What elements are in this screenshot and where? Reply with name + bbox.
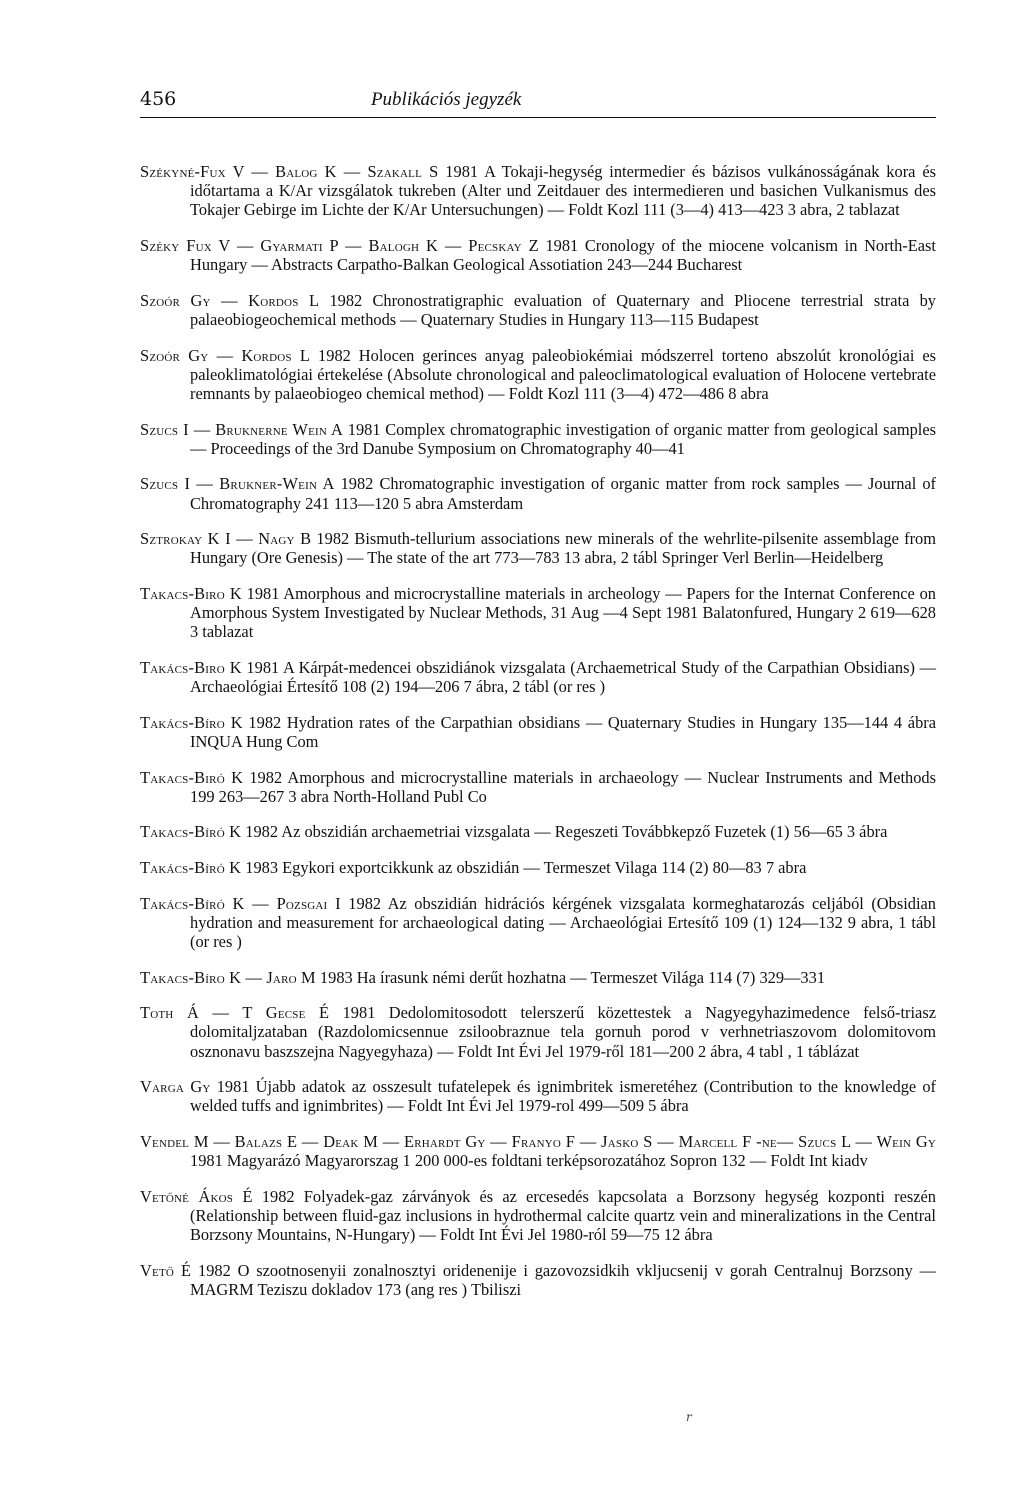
reference-text: 1982 O szootnosenyii zonalnosztyi oridenenije i gazovozsidkih vkljucsenij v gorah Centralnuj Borzsony — MAGRM Teziszu dokladov 173 (ang res ) Tbiliszi — [190, 1260, 937, 1299]
reference-entry — [140, 346, 936, 404]
reference-text: 1982 Hydration rates of the Carpathian obsidians — Quaternary Studies in Hungary 135—144 4 ábra INQUA Hung Com — [190, 712, 936, 751]
document-page — [140, 88, 936, 1305]
reference-text: 1982 Az obszidián archaemetriai vizsgalata — Regeszeti Továbbkepző Fuzetek (1) 56—65 3 ábra — [241, 822, 888, 842]
reference-authors: Vető É — [140, 1260, 192, 1280]
reference-authors: Takács-Bíro K — [140, 712, 243, 732]
page-header — [140, 88, 936, 118]
reference-authors: Takács-Biro K — [140, 657, 242, 677]
reference-entry — [140, 584, 936, 642]
reference-text: 1982 Folyadek-gaz zárványok és az ercesedés kapcsolata a Borzsony hegység kozponti reszén (Relationship between fluid-gaz inclusions in hydrothermal calcite quartz vein and mineralizations in the Central Borzsony Mountains, N-Hungary) — Foldt Int Évi Jel 1980-ról 59—75 12 ábra — [190, 1186, 936, 1245]
reference-entry — [140, 968, 936, 987]
page-number: 456 — [140, 88, 177, 110]
reference-authors: Széky Fux V — Gyarmati P — Balogh K — Pecskay Z — [140, 236, 539, 255]
reference-authors: Sztrokay K I — Nagy B — [140, 529, 312, 549]
reference-entry — [140, 713, 936, 751]
reference-authors: Vendel M — Balazs E — Deak M — Erhardt Gy — Franyo F — Jasko S — Marcell F -ne— Szucs L — Wein Gy — [140, 1131, 936, 1151]
reference-entry — [140, 291, 936, 329]
reference-entry — [140, 529, 936, 567]
reference-text: 1983 Ha írasunk némi derűt hozhatna — Termeszet Világa 114 (7) 329—331 — [315, 967, 826, 987]
reference-text: 1981 Magyarázó Magyarorszag 1 200 000-es foldtani terképsorozatához Sopron 132 — Foldt Int kiadv — [190, 1151, 868, 1171]
reference-text: 1982 Amorphous and microcrystalline materials in archaeology — Nuclear Instruments and Methods 199 263—267 3 abra North-Holland Publ Co — [190, 767, 936, 806]
reference-entry — [140, 420, 936, 458]
reference-authors: Szucs I — Bruknerne Wein A — [140, 419, 344, 439]
reference-text: 1982 Bismuth-tellurium associations new minerals of the wehrlite-pilsenite assemblage from Hungary (Ore Genesis) — The state of the art 773—783 13 abra, 2 tábl Springer Verl Berlin—Heidelberg — [190, 529, 936, 568]
reference-entry — [140, 894, 936, 952]
reference-text: 1982 Chromatographic investigation of organic matter from rock samples — Journal of Chromatography 241 113—120 5 abra Amsterdam — [190, 474, 936, 513]
reference-entry — [140, 1261, 936, 1299]
stray-mark: r — [686, 1410, 692, 1424]
reference-authors: Takács-Bíró K — Pozsgai I — [140, 893, 341, 913]
reference-text: 1981 A Tokaji-hegység intermedier és bázisos vulkánosságának kora és időtartama a K/Ar vizsgálatok tukreben (Alter und Zeitdauer des intermedieren und basichen Vulkanismus des Tokajer Gebirge im Lichte der K/Ar Untersuchungen) — Foldt Kozl 111 (3—4) 413—423 3 abra, 2 tablazat — [190, 162, 936, 220]
reference-authors: Szoór Gy — Kordos L — [140, 290, 320, 310]
reference-entry — [140, 162, 936, 220]
reference-text: 1981 Cronology of the miocene volcanism in North-East Hungary — Abstracts Carpatho-Balkan Geological Assotiation 243—244 Bucharest — [190, 236, 936, 275]
reference-text: 1982 Chronostratigraphic evaluation of Quaternary and Pliocene terrestrial strata by palaeobiogeochemical methods — Quaternary Studies in Hungary 113—115 Budapest — [190, 290, 937, 329]
reference-entry — [140, 236, 936, 274]
reference-entry — [140, 474, 936, 512]
reference-entry — [140, 1132, 936, 1170]
reference-authors: Vetőné Ákos É — [140, 1186, 253, 1206]
reference-entry — [140, 858, 936, 877]
reference-entry — [140, 658, 936, 696]
reference-text: 1982 Holocen gerinces anyag paleobiokémiai módszerrel torteno abszolút kronológiai es paleoklimatológiai értekelése (Absolute chronological and paleoclimatological evaluation of Holocene vertebrate remnants by palaeobiogeo chemical method) — Foldt Kozl 111 (3—4) 472—486 8 abra — [190, 345, 937, 403]
reference-text: 1982 Az obszidián hidrációs kérgének vizsgalata kormeghatarozás celjából (Obsidian hydration and measurement for archaeological dating — Archaeológiai Ertesítő 109 (1) 124—132 9 abra, 1 tábl (or res ) — [190, 893, 936, 951]
reference-entry — [140, 768, 936, 806]
reference-authors: Székyné-Fux V — Balog K — Szakall S — [140, 162, 439, 181]
reference-entry — [140, 822, 936, 841]
reference-text: 1981 Újabb adatok az osszesult tufatelepek és ignimbritek ismeretéhez (Contribution to the knowledge of welded tuffs and ignimbrites) — Foldt Int Évi Jel 1979-rol 499—509 5 ábra — [190, 1077, 936, 1116]
reference-text: 1981 A Kárpát-medencei obszidiánok vizsgalata (Archaemetrical Study of the Carpathian Obsidians) — Archaeológiai Értesítő 108 (2) 194—206 7 ábra, 2 tábl (or res ) — [190, 657, 936, 697]
reference-authors: Szucs I — Brukner-Wein A — [140, 474, 335, 494]
reference-text: 1981 Dedolomitosodott telerszerű közettestek a Nagyegyhazimedence felső-triasz dolomitaljzataban (Razdolomicsennue zsiloobraznue tela gornuh porod v verhnetriaszovom dolomitovom osznonavu baszszejna Nagyegyhaza) — Foldt Int Évi Jel 1979-ről 181—200 2 ábra, 4 tabl , 1 táblázat — [190, 1003, 936, 1061]
reference-text: 1983 Egykori exportcikkunk az obszidián — Termeszet Vilaga 114 (2) 80—83 7 abra — [241, 857, 807, 877]
running-title: Publikációs jegyzék — [370, 89, 522, 110]
reference-authors: Toth Á — T Gecse É — [140, 1003, 330, 1023]
reference-authors: Takacs-Biró K — [140, 767, 244, 787]
reference-text: 1981 Amorphous and microcrystalline materials in archeology — Papers for the Internat Conference on Amorphous System Investigated by Nuclear Methods, 31 Aug —4 Sept 1981 Balatonfured, Hungary 2 619—628 3 tablazat — [190, 583, 936, 642]
reference-authors: Takacs-Bíro K — Jaro M — [140, 967, 316, 987]
reference-entry — [140, 1077, 936, 1115]
reference-entry — [140, 1003, 936, 1061]
reference-authors: Varga Gy — [140, 1077, 211, 1097]
reference-authors: Takacs-Biro K — [140, 583, 242, 603]
reference-authors: Szoór Gy — Kordos L — [140, 345, 311, 365]
reference-authors: Takács-Bíró K — [140, 857, 242, 877]
reference-list — [140, 162, 936, 1299]
reference-text: 1981 Complex chromatographic investigation of organic matter from geological samples — Proceedings of the 3rd Danube Symposium on Chromatography 40—41 — [190, 419, 936, 458]
reference-entry — [140, 1187, 936, 1245]
reference-authors: Takacs-Bíró K — [140, 822, 242, 842]
